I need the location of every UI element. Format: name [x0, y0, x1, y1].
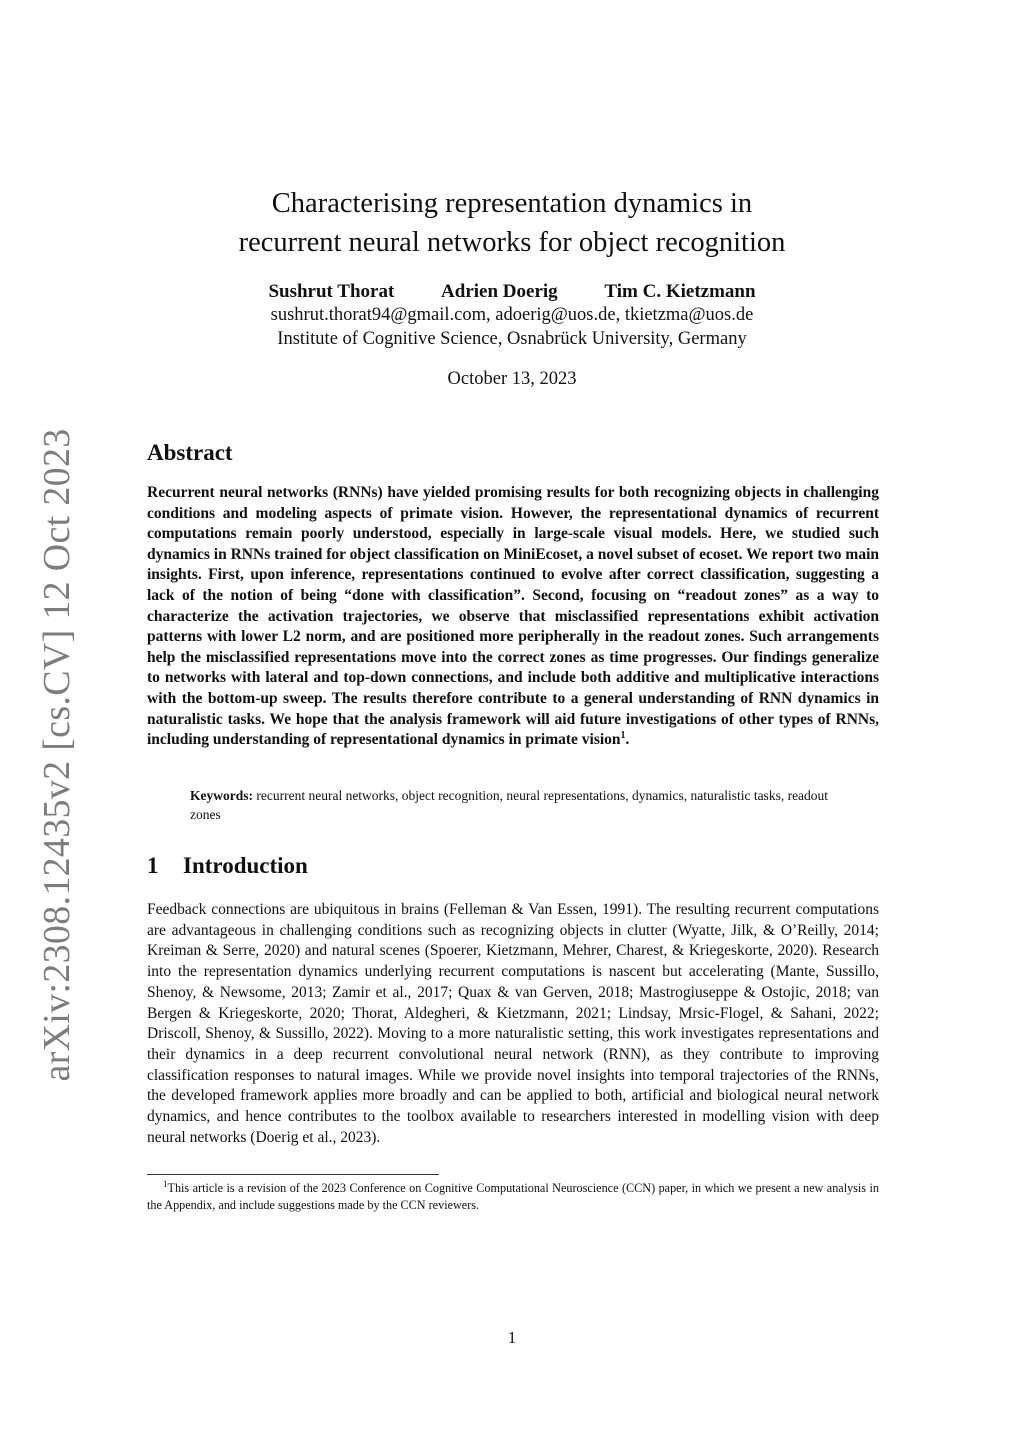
arxiv-stamp: arXiv:2308.12435v2 [cs.CV] 12 Oct 2023: [36, 428, 78, 1082]
abstract-body: Recurrent neural networks (RNNs) have yielded promising results for both recognizing objects in challenging conditions and modeling aspects of primate vision. However, the representational dynamics of recurrent computations remain poorly understood, especially in large-scale visual models. Here, we studied such dynamics in RNNs trained for object classification on MiniEcoset, a novel subset of ecoset. We report two main insights. First, upon inference, representations continued to evolve after correct classification, suggesting a lack of the notion of being “done with classification”. Second, focusing on “readout zones” as a way to characterize the activation trajectories, we observe that misclassified representations exhibit activation patterns with lower L2 norm, and are positioned more peripherally in the readout zones. Such arrangements help the misclassified representations move into the correct zones as time progresses. Our findings generalize to networks with lateral and top-down connections, and include both additive and multiplicative interactions with the bottom-up sweep. The results therefore contribute to a general understanding of RNN dynamics in naturalistic tasks. We hope that the analysis framework will aid future investigations of other types of RNNs, including understanding of representational dynamics in primate vision: [147, 484, 879, 749]
paper-date: October 13, 2023: [447, 369, 577, 389]
abstract-end: .: [625, 731, 630, 749]
footnote-divider: [147, 1174, 439, 1175]
title-line-1: Characterising representation dynamics in: [271, 188, 753, 219]
section-title: Introduction: [183, 853, 308, 878]
introduction-heading: [147, 853, 308, 879]
page-number: 1: [507, 1328, 517, 1347]
footnote: [147, 1180, 879, 1214]
footnote-text: This article is a revision of the 2023 Conference on Cognitive Computational Neuroscience (CCN) paper, in which we present a new analysis in the Appendix, and include suggestions made by the CCN reviewers.: [147, 1181, 879, 1212]
footnote-mark: 1: [163, 1179, 168, 1189]
author-name: Adrien Doerig: [441, 281, 558, 302]
footnote-ref: 1: [620, 730, 626, 742]
keywords-text: recurrent neural networks, object recognition, neural representations, dynamics, naturalistic tasks, readout zones: [190, 788, 829, 822]
author-emails: sushrut.thorat94@gmail.com, adoerig@uos.de, tkietzma@uos.de: [270, 305, 754, 325]
affiliation: Institute of Cognitive Science, Osnabrück University, Germany: [277, 329, 747, 349]
paper-title: [0, 184, 1024, 262]
author-name: Sushrut Thorat: [268, 281, 395, 302]
author-name: Tim C. Kietzmann: [604, 281, 756, 302]
abstract-text: [147, 483, 879, 751]
abstract-heading: Abstract: [147, 440, 233, 465]
introduction-text: Feedback connections are ubiquitous in brains (Felleman & Van Essen, 1991). The resulting recurrent computations are advantageous in challenging conditions such as recognizing objects in clutter (Wyatte, Jilk, & O’Reilly, 2014; Kreiman & Serre, 2020) and natural scenes (Spoerer, Kietzmann, Mehrer, Charest, & Kriegeskorte, 2020). Research into the representation dynamics underlying recurrent computations is nascent but accelerating (Mante, Sussillo, Shenoy, & Newsome, 2013; Zamir et al., 2017; Quax & van Gerven, 2018; Mastrogiuseppe & Ostojic, 2018; van Bergen & Kriegeskorte, 2020; Thorat, Aldegheri, & Kietzmann, 2021; Lindsay, Mrsic-Flogel, & Sahani, 2022; Driscoll, Shenoy, & Sussillo, 2022). Moving to a more naturalistic setting, this work investigates representations and their dynamics in a deep recurrent convolutional neural network (RNN), as they contribute to improving classification responses to natural images. While we provide novel insights into temporal trajectories of the RNNs, the developed framework applies more broadly and can be applied to both, artificial and biological neural network dynamics, and hence contributes to the toolbox available to researchers interested in modelling vision with deep neural networks (Doerig et al., 2023).: [147, 901, 879, 1146]
keywords-label: Keywords:: [190, 788, 253, 803]
author-list: [0, 281, 1024, 303]
title-line-2: recurrent neural networks for object recognition: [238, 227, 786, 258]
keywords: [190, 786, 850, 824]
section-number: 1: [147, 853, 159, 878]
